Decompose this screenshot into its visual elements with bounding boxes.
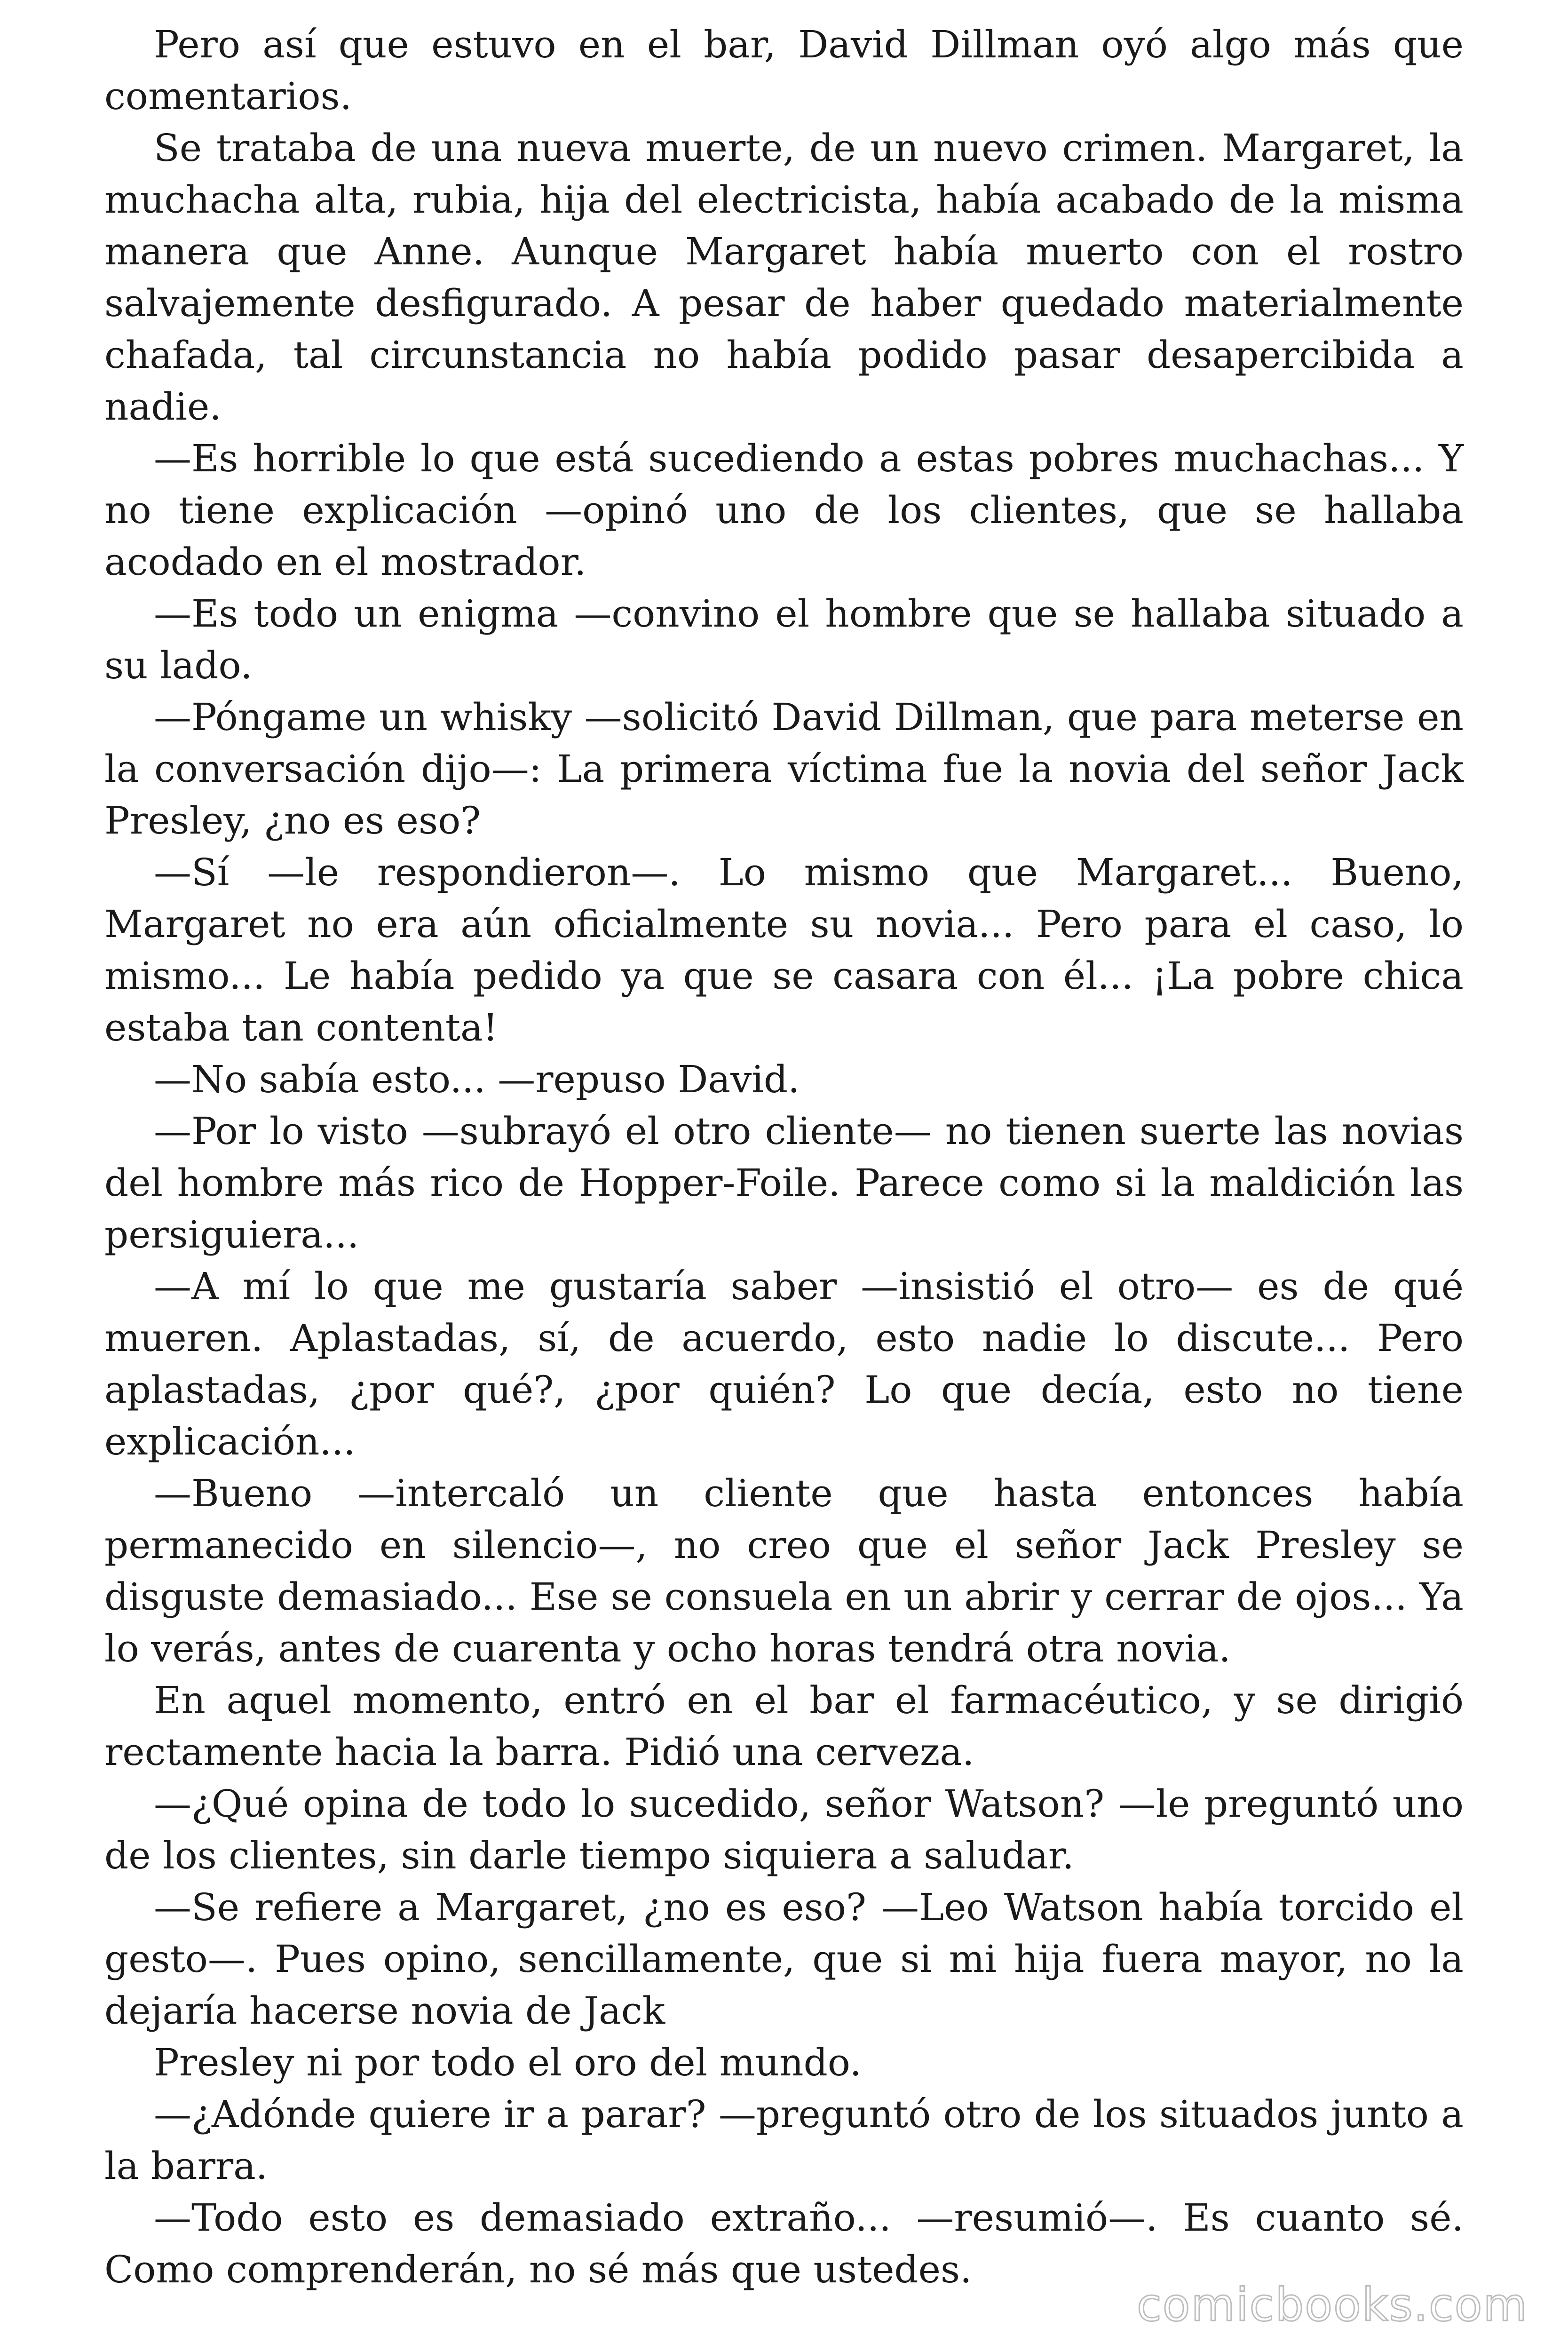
paragraph-10: —Bueno —intercaló un cliente que hasta entonces había permanecido en silencio—, no creo que el señor Jack Presley se disguste demasiado... Ese se consuela en un abrir y cerrar de ojos... Ya lo verás, antes de cuarenta y ocho horas tendrá otra novia.	[104, 1471, 1464, 1670]
paragraph-6: —Sí —le respondieron—. Lo mismo que Margaret... Bueno, Margaret no era aún oficialmente su novia... Pero para el caso, lo mismo... Le había pedido ya que se casara con él... ¡La pobre chica estaba tan contenta!	[104, 850, 1464, 1049]
paragraph-2: Se trataba de una nueva muerte, de un nuevo crimen. Margaret, la muchacha alta, rubia, hija del electricista, había acabado de la misma manera que Anne. Aunque Margaret había muerto con el rostro salvajemente desfigurado. A pesar de haber quedado materialmente chafada, tal circunstancia no había podido pasar desapercibida a nadie.	[104, 126, 1464, 429]
paragraph-9: —A mí lo que me gustaría saber —insistió el otro— es de qué mueren. Aplastadas, sí, de acuerdo, esto nadie lo discute... Pero aplastadas, ¿por qué?, ¿por quién? Lo que decía, esto no tiene explicación...	[104, 1264, 1464, 1463]
paragraph-8: —Por lo visto —subrayó el otro cliente— no tienen suerte las novias del hombre más rico de Hopper-Foile. Parece como si la maldición las persiguiera...	[104, 1109, 1464, 1256]
paragraph-16: —Todo esto es demasiado extraño... —resumió—. Es cuanto sé. Como comprenderán, no sé más que ustedes.	[104, 2196, 1464, 2291]
paragraph-3: —Es horrible lo que está sucediendo a estas pobres muchachas... Y no tiene explicación —opinó uno de los clientes, que se hallaba acodado en el mostrador.	[104, 437, 1464, 584]
paragraph-14: Presley ni por todo el oro del mundo.	[154, 2041, 862, 2084]
paragraph-13: —Se refiere a Margaret, ¿no es eso? —Leo Watson había torcido el gesto—. Pues opino, sencillamente, que si mi hija fuera mayor, no la dejaría hacerse novia de Jack	[104, 1885, 1464, 2033]
paragraph-4: —Es todo un enigma —convino el hombre que se hallaba situado a su lado.	[104, 592, 1464, 687]
paragraph-7: —No sabía esto... —repuso David.	[154, 1057, 800, 1101]
paragraph-15: —¿Adónde quiere ir a parar? —preguntó otro de los situados junto a la barra.	[104, 2092, 1464, 2188]
book-page	[104, 19, 1464, 2296]
watermark: comicbooks.com	[1136, 2279, 1528, 2331]
paragraph-12: —¿Qué opina de todo lo sucedido, señor Watson? —le preguntó uno de los clientes, sin darle tiempo siquiera a saludar.	[104, 1782, 1464, 1877]
paragraph-1: Pero así que estuvo en el bar, David Dillman oyó algo más que comentarios.	[104, 23, 1464, 118]
paragraph-5: —Póngame un whisky —solicitó David Dillman, que para meterse en la conversación dijo—: La primera víctima fue la novia del señor Jack Presley, ¿no es eso?	[104, 695, 1464, 842]
paragraph-11: En aquel momento, entró en el bar el farmacéutico, y se dirigió rectamente hacia la barra. Pidió una cerveza.	[104, 1678, 1464, 1774]
